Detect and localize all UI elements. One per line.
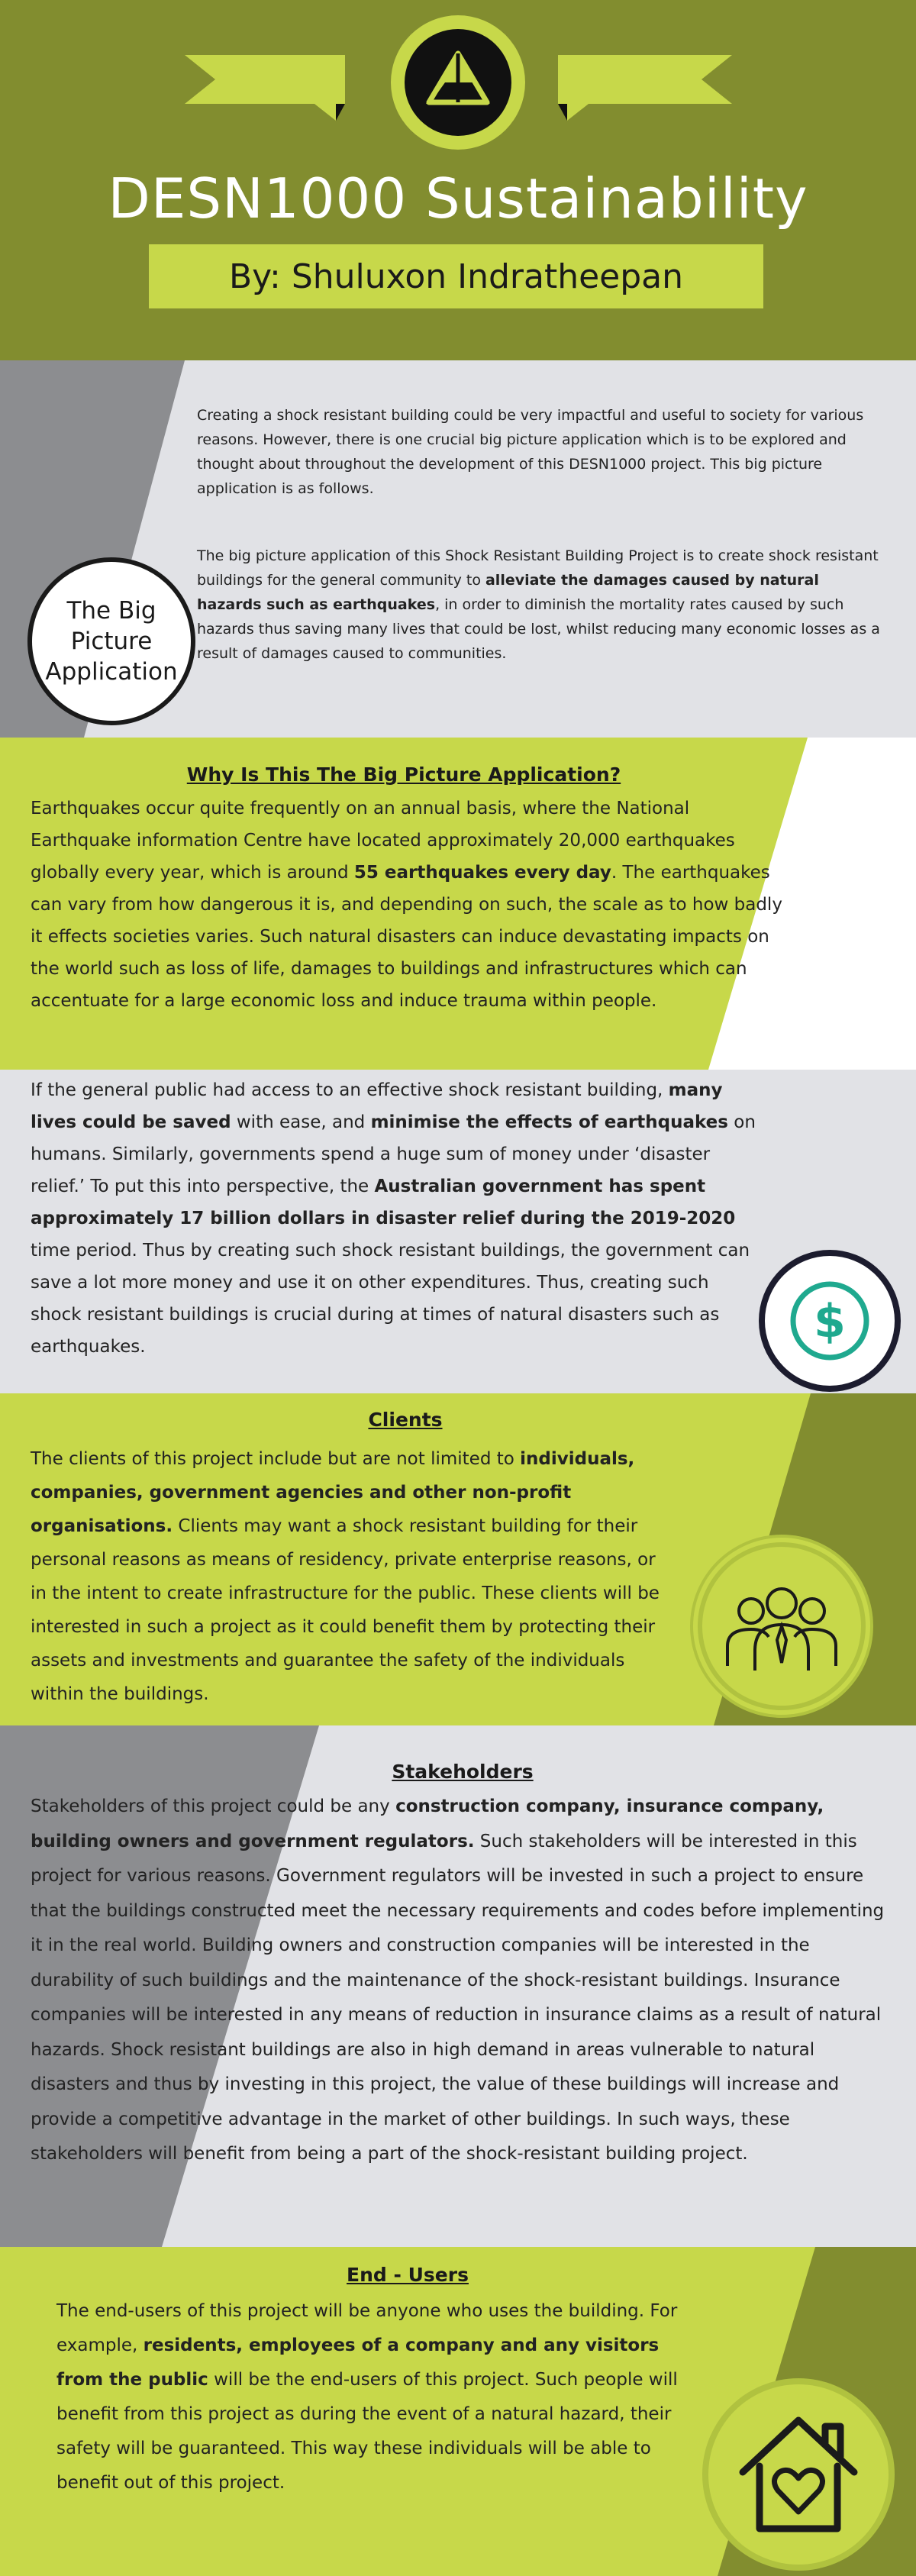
header-banner (0, 0, 916, 360)
people-group-icon (717, 1573, 847, 1680)
clients-badge (698, 1542, 866, 1710)
author-name: By: Shuluxon Indratheepan (228, 257, 684, 296)
public-benefit-section (0, 1070, 916, 1393)
dollar-badge (759, 1250, 901, 1392)
end-users-heading: End - Users (347, 2264, 469, 2286)
public-paragraph: If the general public had access to an effective shock resistant building, many lives could be saved with ease, and minimise the effects of earthquakes on humans. Similarly, governments spend a huge sum of money under ‘disaster relief.’ To put this into perspective, the Australian government has spent approximately 17 billion dollars in disaster relief during the 2019-2020 time period. Thus by creating such shock resistant buildings, the government can save a lot more money and use it on other expenditures. Thus, creating such shock resistant buildings is crucial during at times of natural disasters such as earthquakes. (31, 1080, 756, 1357)
page-title: DESN1000 Sustainability (108, 166, 808, 231)
dollar-icon (788, 1279, 872, 1363)
clients-heading: Clients (368, 1409, 443, 1431)
triangle-logo-icon (405, 29, 511, 136)
stakeholders-paragraph: Stakeholders of this project could be any construction company, insurance company, building owners and government regulators. Such stakeholders will be interested in this project for various reasons. Government regulators will be invested in such a project to ensure that the buildings constructed meet the necessary requirements and codes before implementing it in the real world. Building owners and construction companies will be interested in the durability of such buildings and the maintenance of the shock-resistant buildings. Insurance companies will be interested in any means of reduction in insurance claims as a result of natural hazards. Shock resistant buildings are also in high demand in areas vulnerable to natural disasters and thus by investing in this project, the value of these buildings will increase and provide a competitive advantage in the market of other buildings. In such ways, these stakeholders will benefit from being a part of the shock-resistant building project. (31, 1796, 885, 2164)
left-ribbon (185, 55, 345, 121)
logo-circle (391, 15, 525, 150)
big-picture-label: The Big Picture Application (45, 597, 178, 686)
end-users-badge (708, 2384, 889, 2565)
big-picture-paragraph: The big picture application of this Shock Resistant Building Project is to create shock resistant buildings for the general community to alleviate the damages caused by natural hazards such as earthquakes, in order to diminish the mortality rates caused by such hazards thus saving many lives that could be lost, whilst reducing many economic losses as a result of damages caused to communities. (197, 547, 880, 662)
svg-text:$: $ (814, 1295, 846, 1348)
right-ribbon (558, 55, 732, 121)
big-picture-intro: Creating a shock resistant building could be very impactful and useful to society for various reasons. However, there is one crucial big picture application which is to be explored and thought about throughout the development of this DESN1000 project. This big picture application is as follows. (197, 407, 864, 497)
why-section (0, 738, 916, 1070)
why-heading: Why Is This The Big Picture Application? (186, 763, 621, 786)
stakeholders-section (0, 1725, 916, 2247)
big-picture-section (0, 360, 916, 738)
clients-paragraph: The clients of this project include but are not limited to individuals, companies, government agencies and other non-profit organisations. Clients may want a shock resistant building for their personal reasons as means of residency, private enterprise reasons, or in the intent to create infrastructure for the public. These clients will be interested in such a project as it could benefit them by protecting their assets and investments and guarantee the safety of the individuals within the buildings. (31, 1449, 660, 1704)
stakeholders-heading: Stakeholders (392, 1761, 534, 1783)
clients-section (0, 1393, 916, 1725)
author-banner (149, 244, 763, 308)
end-users-paragraph: The end-users of this project will be anyone who uses the building. For example, residents, employees of a company and any visitors from the public will be the end-users of this project. Such people will benefit from this project as during the event of a natural hazard, their safety will be guaranteed. This way these individuals will be able to benefit out of this project. (56, 2301, 678, 2493)
house-heart-icon (734, 2410, 863, 2539)
why-paragraph: Earthquakes occur quite frequently on an annual basis, where the National Earthquake information Centre have located approximately 20,000 earthquakes globally every year, which is around 55 earthquakes every day. The earthquakes can vary from how dangerous it is, and depending on such, the scale as to how badly it effects societies varies. Such natural disasters can induce devastating impacts on the world such as loss of life, damages to buildings and infrastructures which can accentuate for a large economic loss and induce trauma within people. (31, 799, 782, 1011)
big-picture-circle (27, 557, 195, 725)
end-users-section (0, 2247, 916, 2576)
